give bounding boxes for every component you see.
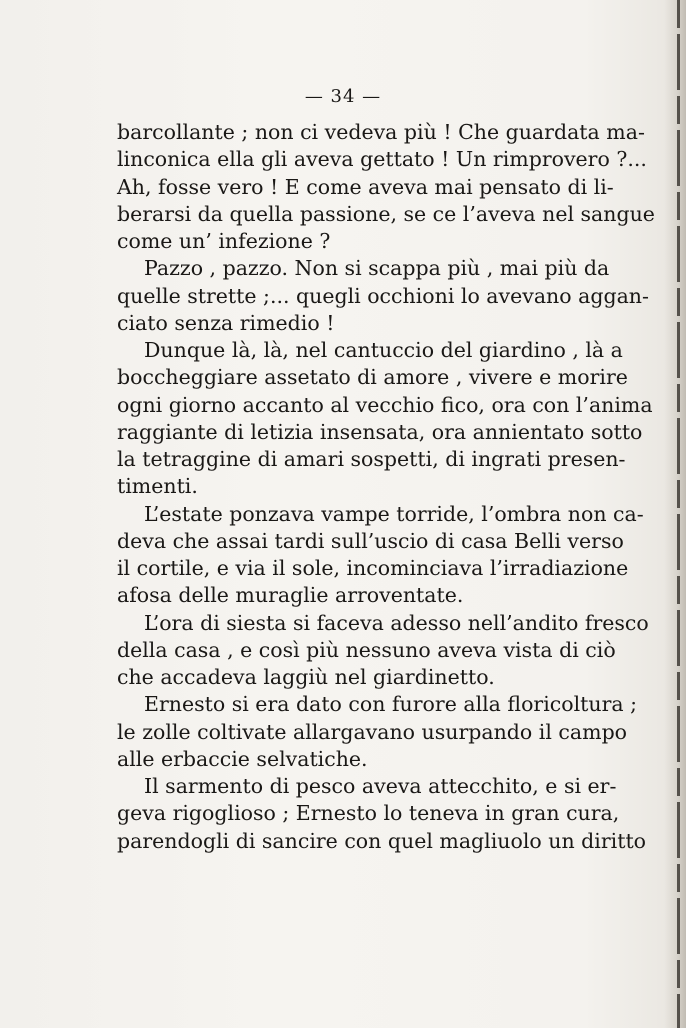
paragraph-start-line: Ernesto si era dato con furore alla floricoltura ;: [144, 692, 638, 717]
text-line: parendogli di sancire con quel magliuolo un diritto: [117, 828, 647, 853]
text-line: che accadeva laggiù nel giardinetto.: [117, 665, 495, 689]
text-line: linconica ella gli aveva gettato ! Un rimprovero ?...: [117, 147, 647, 172]
paragraph-start-line: Pazzo , pazzo. Non si scappa più , mai più da: [144, 256, 610, 281]
paragraph-start-line: Il sarmento di pesco aveva attecchito, e si er-: [144, 774, 617, 798]
body-text: [117, 119, 655, 855]
paragraph-start-line: L’estate ponzava vampe torride, l’ombra non ca-: [144, 501, 644, 526]
text-line: le zolle coltivate allargavano usurpando il campo: [117, 719, 628, 744]
page-edge: [677, 0, 680, 1028]
page-number: — 34 —: [304, 86, 382, 107]
text-line: deva che assai tardi sull’uscio di casa Belli verso: [117, 528, 624, 553]
paragraph-start-line: Dunque là, là, nel cantuccio del giardino , là a: [144, 338, 623, 362]
text-line: barcollante ; non ci vedeva più ! Che guardata ma-: [117, 120, 645, 144]
text-line: come un’ infezione ?: [117, 229, 331, 253]
paragraph-start-line: L’ora di siesta si faceva adesso nell’andito fresco: [144, 610, 649, 635]
text-line: la tetraggine di amari sospetti, di ingrati presen-: [117, 447, 626, 471]
text-line: Ah, fosse vero ! E come aveva mai pensato di li-: [117, 174, 614, 199]
text-line: boccheggiare assetato di amore , vivere e morire: [117, 365, 628, 390]
text-line: timenti.: [117, 474, 198, 499]
text-line: il cortile, e via il sole, incominciava l’irradiazione: [117, 556, 629, 580]
text-line: geva rigoglioso ; Ernesto lo teneva in gran cura,: [117, 801, 620, 826]
text-line: ciato senza rimedio !: [117, 310, 335, 335]
text-line: quelle strette ;... quegli occhioni lo avevano aggan-: [117, 283, 649, 308]
text-line: della casa , e così più nessuno aveva vista di ciò: [117, 637, 616, 662]
page-gutter-shadow: [664, 0, 686, 1028]
text-line: raggiante di letizia insensata, ora annientato sotto: [117, 419, 643, 444]
text-line: alle erbaccie selvatiche.: [117, 746, 368, 771]
text-line: afosa delle muraglie arroventate.: [117, 583, 464, 608]
text-line: berarsi da quella passione, se ce l’aveva nel sangue: [117, 201, 655, 226]
text-line: ogni giorno accanto al vecchio fico, ora con l’anima: [117, 392, 653, 417]
